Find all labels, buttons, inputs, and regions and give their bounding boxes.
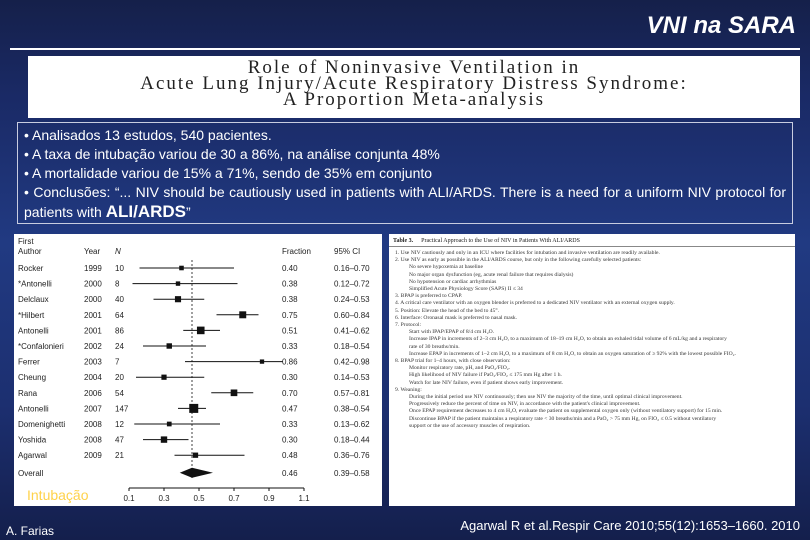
conclusion-text: • Conclusões: “... NIV should be cautiously used in patients with ALI/ARDS. There is a need for a uniform NIV protocol for patients with	[24, 184, 786, 220]
study-author: Rocker	[18, 264, 44, 273]
citation: Agarwal R et al.Respir Care 2010;55(12):1653–1660. 2010	[460, 518, 800, 533]
study-fraction: 0.48	[282, 451, 298, 461]
bullet-intubation: • A taxa de intubação variou de 30 a 86%, na análise conjunta 48%	[24, 146, 440, 162]
table-line: 3. BPAP is preferred to CPAP.	[395, 293, 463, 300]
study-fraction: 0.33	[282, 420, 298, 429]
study-year: 2000	[84, 279, 102, 289]
forest-plot	[14, 234, 382, 506]
study-author: Ferrer	[18, 357, 40, 367]
study-author: *Confalonieri	[18, 342, 64, 351]
summary-box	[17, 122, 793, 224]
study-author: Domenighetti	[18, 420, 66, 429]
conclusion-emphasis: ALI/ARDS	[105, 202, 186, 221]
table-line: Increase IPAP in increments of 2–3 cm H₂O, to a maximum of 18–19 cm H₂O, to obtain an exhaled tidal volume of 6 mL/kg and a respiratory	[409, 336, 727, 343]
study-fraction: 0.30	[282, 435, 298, 445]
study-fraction: 0.38	[282, 279, 298, 289]
table-line: 2. Use NIV as early as possible in the ALI/ARDS course, but only in the following carefully selected patients:	[395, 257, 642, 264]
study-year: 2006	[84, 388, 102, 398]
header-year: Year	[84, 247, 101, 256]
study-author: *Antonelli	[18, 279, 52, 289]
study-fraction: 0.47	[282, 404, 298, 414]
study-n: 47	[115, 435, 124, 445]
table-line: Discontinue BPAP if the patient maintains a respiratory rate < 30 breaths/min and a PaO₂ > 75 mm Hg, on FIO₂ ≤ 0.5 without ventilatory	[409, 415, 717, 422]
table-line: 7. Protocol:	[395, 322, 422, 329]
study-author: *Hilbert	[18, 310, 45, 320]
bullet-studies: • Analisados 13 estudos, 540 pacientes.	[24, 127, 272, 143]
table-line: rate of 30 breaths/min.	[409, 343, 460, 350]
table-lines	[389, 247, 795, 430]
study-marker	[161, 436, 167, 442]
table-line: No severe hypoxemia at baseline	[409, 264, 483, 271]
study-marker	[193, 453, 198, 458]
study-n: 12	[115, 420, 124, 429]
study-author: Yoshida	[18, 435, 47, 445]
x-tick-label: 0.3	[158, 494, 170, 503]
x-tick-label: 0.9	[263, 494, 275, 503]
study-ci: 0.24–0.53	[334, 295, 370, 305]
study-author: Antonelli	[18, 326, 49, 336]
header-author: Author	[18, 247, 42, 256]
study-marker	[167, 343, 172, 348]
conclusion-end: ”	[186, 204, 191, 220]
study-marker	[189, 404, 198, 413]
study-fraction: 0.75	[282, 310, 298, 320]
study-year: 2003	[84, 357, 102, 367]
study-fraction: 0.51	[282, 326, 298, 336]
study-ci: 0.57–0.81	[334, 388, 370, 398]
study-ci: 0.18–0.54	[334, 342, 370, 351]
study-ci: 0.36–0.76	[334, 451, 370, 461]
table-line: High likelihood of NIV failure if PaO₂/FIO₂ ≤ 175 mm Hg after 1 h.	[409, 372, 562, 379]
title-divider	[10, 48, 800, 50]
study-marker	[176, 281, 180, 285]
study-author: Cheung	[18, 373, 47, 383]
table-line: support or the use of accessory muscles of respiration.	[409, 422, 531, 429]
table-line: 5. Position: Elevate the head of the bed to 45°.	[395, 307, 499, 314]
paper-title-line-3: A Proportion Meta-analysis	[282, 89, 546, 110]
study-ci: 0.12–0.72	[334, 279, 370, 289]
study-n: 20	[115, 373, 124, 383]
paper-title-line-1: Role of Noninvasive Ventilation in	[247, 57, 581, 78]
study-n: 40	[115, 295, 124, 305]
study-n: 54	[115, 388, 124, 398]
table-line: Watch for late NIV failure, even if patient shows early improvement.	[409, 379, 564, 386]
study-n: 7	[115, 357, 120, 367]
table-line: 1. Use NIV cautiously and only in an ICU where facilities for intubation and invasive ventilation are readily available.	[395, 250, 660, 256]
table-title: Table 3. Practical Approach to the Use of NIV in Patients With ALI/ARDS	[389, 234, 795, 247]
study-year: 2009	[84, 451, 102, 461]
x-tick-label: 0.7	[228, 494, 240, 503]
study-n: 64	[115, 310, 124, 320]
table-line: 4. A critical care ventilator with an oxygen blender is preferred to a dedicated NIV ventilator with an external oxygen supply.	[395, 300, 675, 307]
study-year: 2000	[84, 295, 102, 305]
study-marker	[161, 375, 166, 380]
study-n: 8	[115, 279, 120, 289]
header-fraction: Fraction	[282, 247, 311, 256]
table-line: No major organ dysfunction (eg, acute renal failure that requires dialysis)	[409, 271, 574, 278]
table-line: 6. Interface: Oronasal mask is preferred to nasal mask.	[395, 314, 518, 321]
study-author: Rana	[18, 388, 38, 398]
study-marker	[239, 311, 246, 318]
study-fraction: 0.33	[282, 342, 298, 351]
study-marker	[179, 266, 184, 271]
table-line: Simplified Acute Physiology Score (SAPS) II ≤ 34	[409, 286, 523, 293]
study-ci: 0.13–0.62	[334, 420, 370, 429]
study-year: 2001	[84, 310, 102, 320]
study-ci: 0.42–0.98	[334, 357, 370, 367]
study-marker	[197, 327, 205, 335]
study-fraction: 0.40	[282, 264, 298, 273]
study-n: 24	[115, 342, 124, 351]
study-marker	[231, 389, 238, 396]
study-year: 2007	[84, 404, 102, 414]
paper-title-image	[28, 56, 800, 118]
study-year: 2001	[84, 326, 102, 336]
study-marker	[175, 296, 181, 302]
overall-label: Overall	[18, 468, 44, 478]
study-marker	[167, 422, 172, 427]
study-fraction: 0.70	[282, 388, 298, 398]
table-line: Once EPAP requirement decreases to 4 cm H₂O, evaluate the patient on supplemental oxygen only (without ventilatory support) for 15 min.	[409, 408, 723, 415]
forest-label: Intubação	[27, 487, 89, 503]
slide-title: VNI na SARA	[646, 12, 796, 39]
table-line: Monitor respiratory rate, pH, and PaO₂/FIO₂.	[409, 365, 511, 372]
table-line: 8. BPAP trial for 1–4 hours, with close observation:	[395, 358, 511, 365]
study-n: 147	[115, 404, 129, 414]
study-year: 2002	[84, 342, 102, 351]
table-line: Progressively reduce the percent of time on NIV, in accordance with the patient's clinical improvement.	[409, 401, 641, 408]
x-tick-label: 1.1	[298, 494, 310, 503]
study-year: 1999	[84, 264, 102, 273]
author-credit: A. Farias	[6, 524, 55, 538]
header-n: N	[115, 247, 121, 256]
study-fraction: 0.38	[282, 295, 298, 305]
study-ci: 0.18–0.44	[334, 435, 370, 445]
table-line: During the initial period use NIV continuously; then use NIV the majority of the time, until optimal clinical improvement.	[409, 394, 683, 401]
header-ci: 95% CI	[334, 247, 361, 256]
study-marker	[260, 359, 264, 363]
study-ci: 0.41–0.62	[334, 326, 370, 336]
table-line: Increase EPAP in increments of 1–2 cm H₂O, to a maximum of 8 cm H₂O, to obtain an oxygen saturation of ≥ 92% with the lowest possible FIO₂.	[409, 350, 736, 357]
header-author: First	[18, 237, 34, 246]
study-author: Antonelli	[18, 404, 49, 414]
bullet-conclusion	[24, 183, 786, 222]
practical-approach-table	[389, 234, 795, 506]
x-tick-label: 0.1	[123, 494, 135, 503]
overall-fraction: 0.46	[282, 468, 298, 478]
study-author: Agarwal	[18, 451, 47, 461]
paper-title-line-2: Acute Lung Injury/Acute Respiratory Distress Syndrome:	[140, 73, 688, 94]
study-ci: 0.38–0.54	[334, 404, 370, 414]
study-n: 21	[115, 451, 124, 461]
study-n: 86	[115, 326, 124, 336]
table-line: Start with IPAP/EPAP of 8/4 cm H₂O.	[409, 329, 495, 336]
study-ci: 0.16–0.70	[334, 264, 370, 273]
study-year: 2004	[84, 373, 102, 383]
study-ci: 0.14–0.53	[334, 373, 370, 383]
study-year: 2008	[84, 420, 102, 429]
study-fraction: 0.86	[282, 357, 298, 367]
table-line: No hypotension or cardiac arrhythmias	[409, 278, 497, 285]
study-ci: 0.60–0.84	[334, 310, 370, 320]
bullet-mortality: • A mortalidade variou de 15% a 71%, sendo de 35% em conjunto	[24, 165, 433, 181]
x-tick-label: 0.5	[193, 494, 205, 503]
overall-diamond	[180, 468, 213, 478]
study-year: 2008	[84, 435, 102, 445]
study-fraction: 0.30	[282, 373, 298, 383]
overall-ci: 0.39–0.58	[334, 468, 370, 478]
study-author: Delclaux	[18, 295, 49, 305]
study-n: 10	[115, 264, 124, 273]
table-line: 9. Weaning:	[395, 386, 422, 393]
forest-plot-svg	[14, 234, 382, 506]
